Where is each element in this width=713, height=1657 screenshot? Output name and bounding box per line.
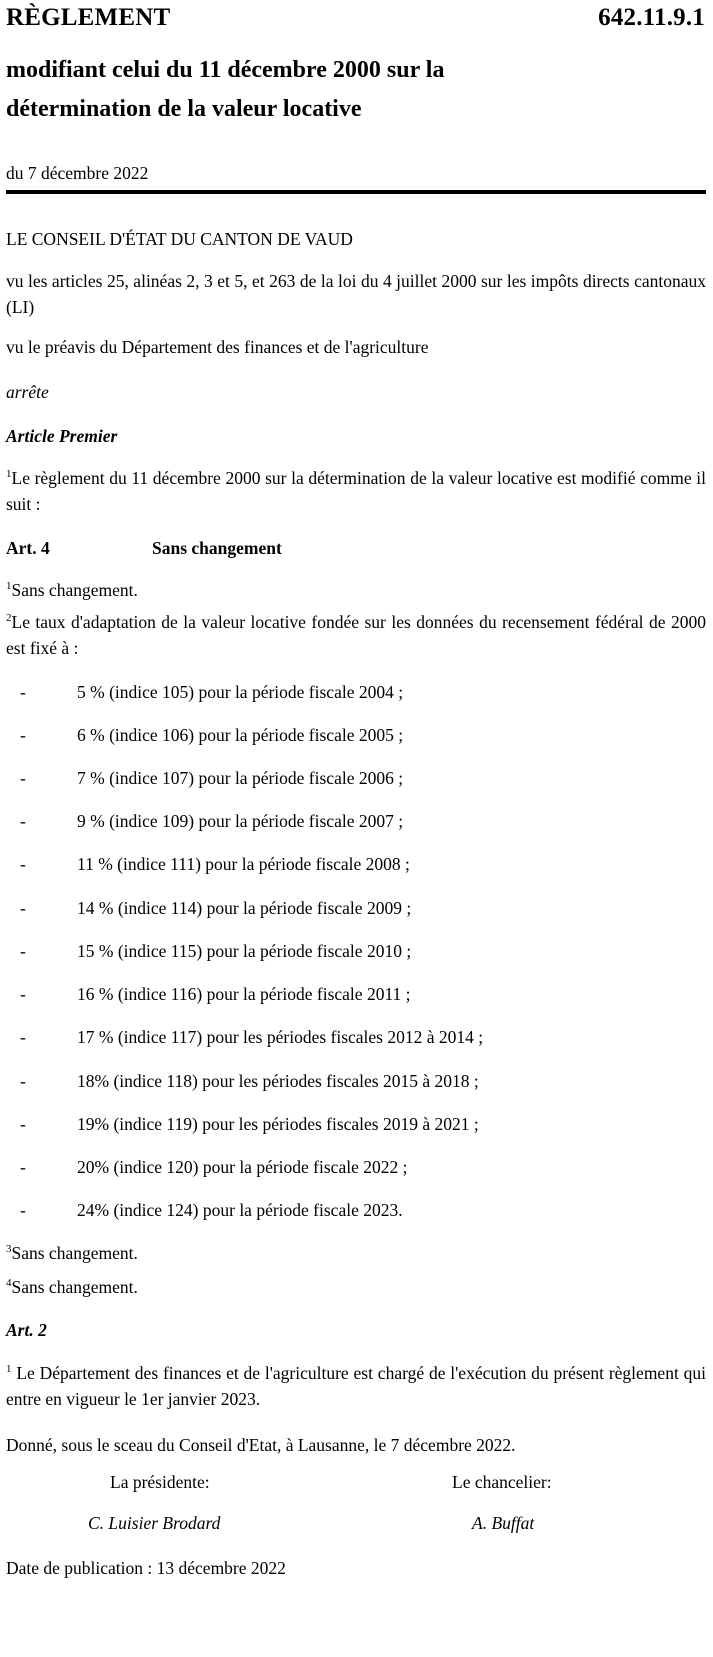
list-dash: - <box>20 1200 26 1220</box>
document-type: RÈGLEMENT <box>6 4 171 31</box>
decrees-word: arrête <box>6 382 49 402</box>
article-premier-heading: Article Premier <box>6 426 118 446</box>
rate-list-item: 9 % (indice 109) pour la période fiscale 2007 ; <box>77 811 404 831</box>
alinea-number: 3 <box>6 1243 12 1256</box>
rate-list-item: 16 % (indice 116) pour la période fiscale 2011 ; <box>77 984 411 1004</box>
paragraph-text: Le Département des finances et de l'agriculture est chargé de l'exécution du présent règlement qui entre en vigueur le 1er janvier 2023. <box>6 1363 706 1409</box>
art4-alinea-2 <box>6 609 706 661</box>
document-date: du 7 décembre 2022 <box>6 163 149 183</box>
list-dash: - <box>20 1157 26 1177</box>
president-name: C. Luisier Brodard <box>88 1513 221 1533</box>
paragraph-number: 1 <box>6 468 12 481</box>
list-dash: - <box>20 984 26 1004</box>
list-dash: - <box>20 1114 26 1134</box>
paragraph-text: Le règlement du 11 décembre 2000 sur la détermination de la valeur locative est modifié comme il suit : <box>6 468 706 514</box>
rate-list-item: 24% (indice 124) pour la période fiscale 2023. <box>77 1200 403 1220</box>
list-dash: - <box>20 768 26 788</box>
alinea-number: 1 <box>6 580 12 593</box>
art2-paragraph-1 <box>6 1360 706 1412</box>
rate-list-item: 19% (indice 119) pour les périodes fiscales 2019 à 2021 ; <box>77 1114 479 1134</box>
art2-heading: Art. 2 <box>6 1320 47 1340</box>
rate-list-item: 7 % (indice 107) pour la période fiscale 2006 ; <box>77 768 404 788</box>
chancellor-name: A. Buffat <box>472 1513 535 1533</box>
alinea-text: Sans changement. <box>11 580 138 600</box>
list-dash: - <box>20 725 26 745</box>
president-label: La présidente: <box>110 1472 210 1492</box>
list-dash: - <box>20 1027 26 1047</box>
alinea-text: Sans changement. <box>11 1277 138 1297</box>
rate-list-item: 5 % (indice 105) pour la période fiscale 2004 ; <box>77 682 404 702</box>
list-dash: - <box>20 898 26 918</box>
article-premier-paragraph-1 <box>6 465 706 517</box>
rate-list-item: 15 % (indice 115) pour la période fiscale 2010 ; <box>77 941 412 961</box>
list-dash: - <box>20 682 26 702</box>
art4-title: Sans changement <box>152 538 282 558</box>
given-under-seal: Donné, sous le sceau du Conseil d'Etat, à Lausanne, le 7 décembre 2022. <box>6 1435 516 1455</box>
legal-basis-2: vu le préavis du Département des finances et de l'agriculture <box>6 337 429 357</box>
document-number: 642.11.9.1 <box>598 4 705 31</box>
list-dash: - <box>20 941 26 961</box>
chancellor-label: Le chancelier: <box>452 1472 552 1492</box>
art4-alinea-4 <box>6 1274 138 1300</box>
alinea-number: 4 <box>6 1277 12 1290</box>
alinea-text: Le taux d'adaptation de la valeur locative fondée sur les données du recensement fédéral de 2000 est fixé à : <box>6 612 706 658</box>
publication-date: Date de publication : 13 décembre 2022 <box>6 1558 286 1578</box>
document-title-line-2: détermination de la valeur locative <box>6 96 362 122</box>
document-title-line-1: modifiant celui du 11 décembre 2000 sur la <box>6 57 445 83</box>
art4-alinea-1 <box>6 577 138 603</box>
rate-list-item: 6 % (indice 106) pour la période fiscale 2005 ; <box>77 725 404 745</box>
issuing-authority: LE CONSEIL D'ÉTAT DU CANTON DE VAUD <box>6 229 353 249</box>
legal-basis-1: vu les articles 25, alinéas 2, 3 et 5, et 263 de la loi du 4 juillet 2000 sur les impôts directs cantonaux (LI) <box>6 271 706 317</box>
list-dash: - <box>20 1071 26 1091</box>
rate-list-item: 11 % (indice 111) pour la période fiscale 2008 ; <box>77 854 410 874</box>
rate-list-item: 18% (indice 118) pour les périodes fiscales 2015 à 2018 ; <box>77 1071 479 1091</box>
list-dash: - <box>20 811 26 831</box>
list-dash: - <box>20 854 26 874</box>
alinea-number: 2 <box>6 612 12 625</box>
rate-list-item: 17 % (indice 117) pour les périodes fiscales 2012 à 2014 ; <box>77 1027 484 1047</box>
art4-alinea-3 <box>6 1240 138 1266</box>
alinea-text: Sans changement. <box>11 1243 138 1263</box>
rate-list-item: 14 % (indice 114) pour la période fiscale 2009 ; <box>77 898 412 918</box>
art4-label: Art. 4 <box>6 538 50 558</box>
paragraph-number: 1 <box>6 1363 12 1376</box>
header-divider <box>6 190 706 194</box>
rate-list-item: 20% (indice 120) pour la période fiscale 2022 ; <box>77 1157 408 1177</box>
